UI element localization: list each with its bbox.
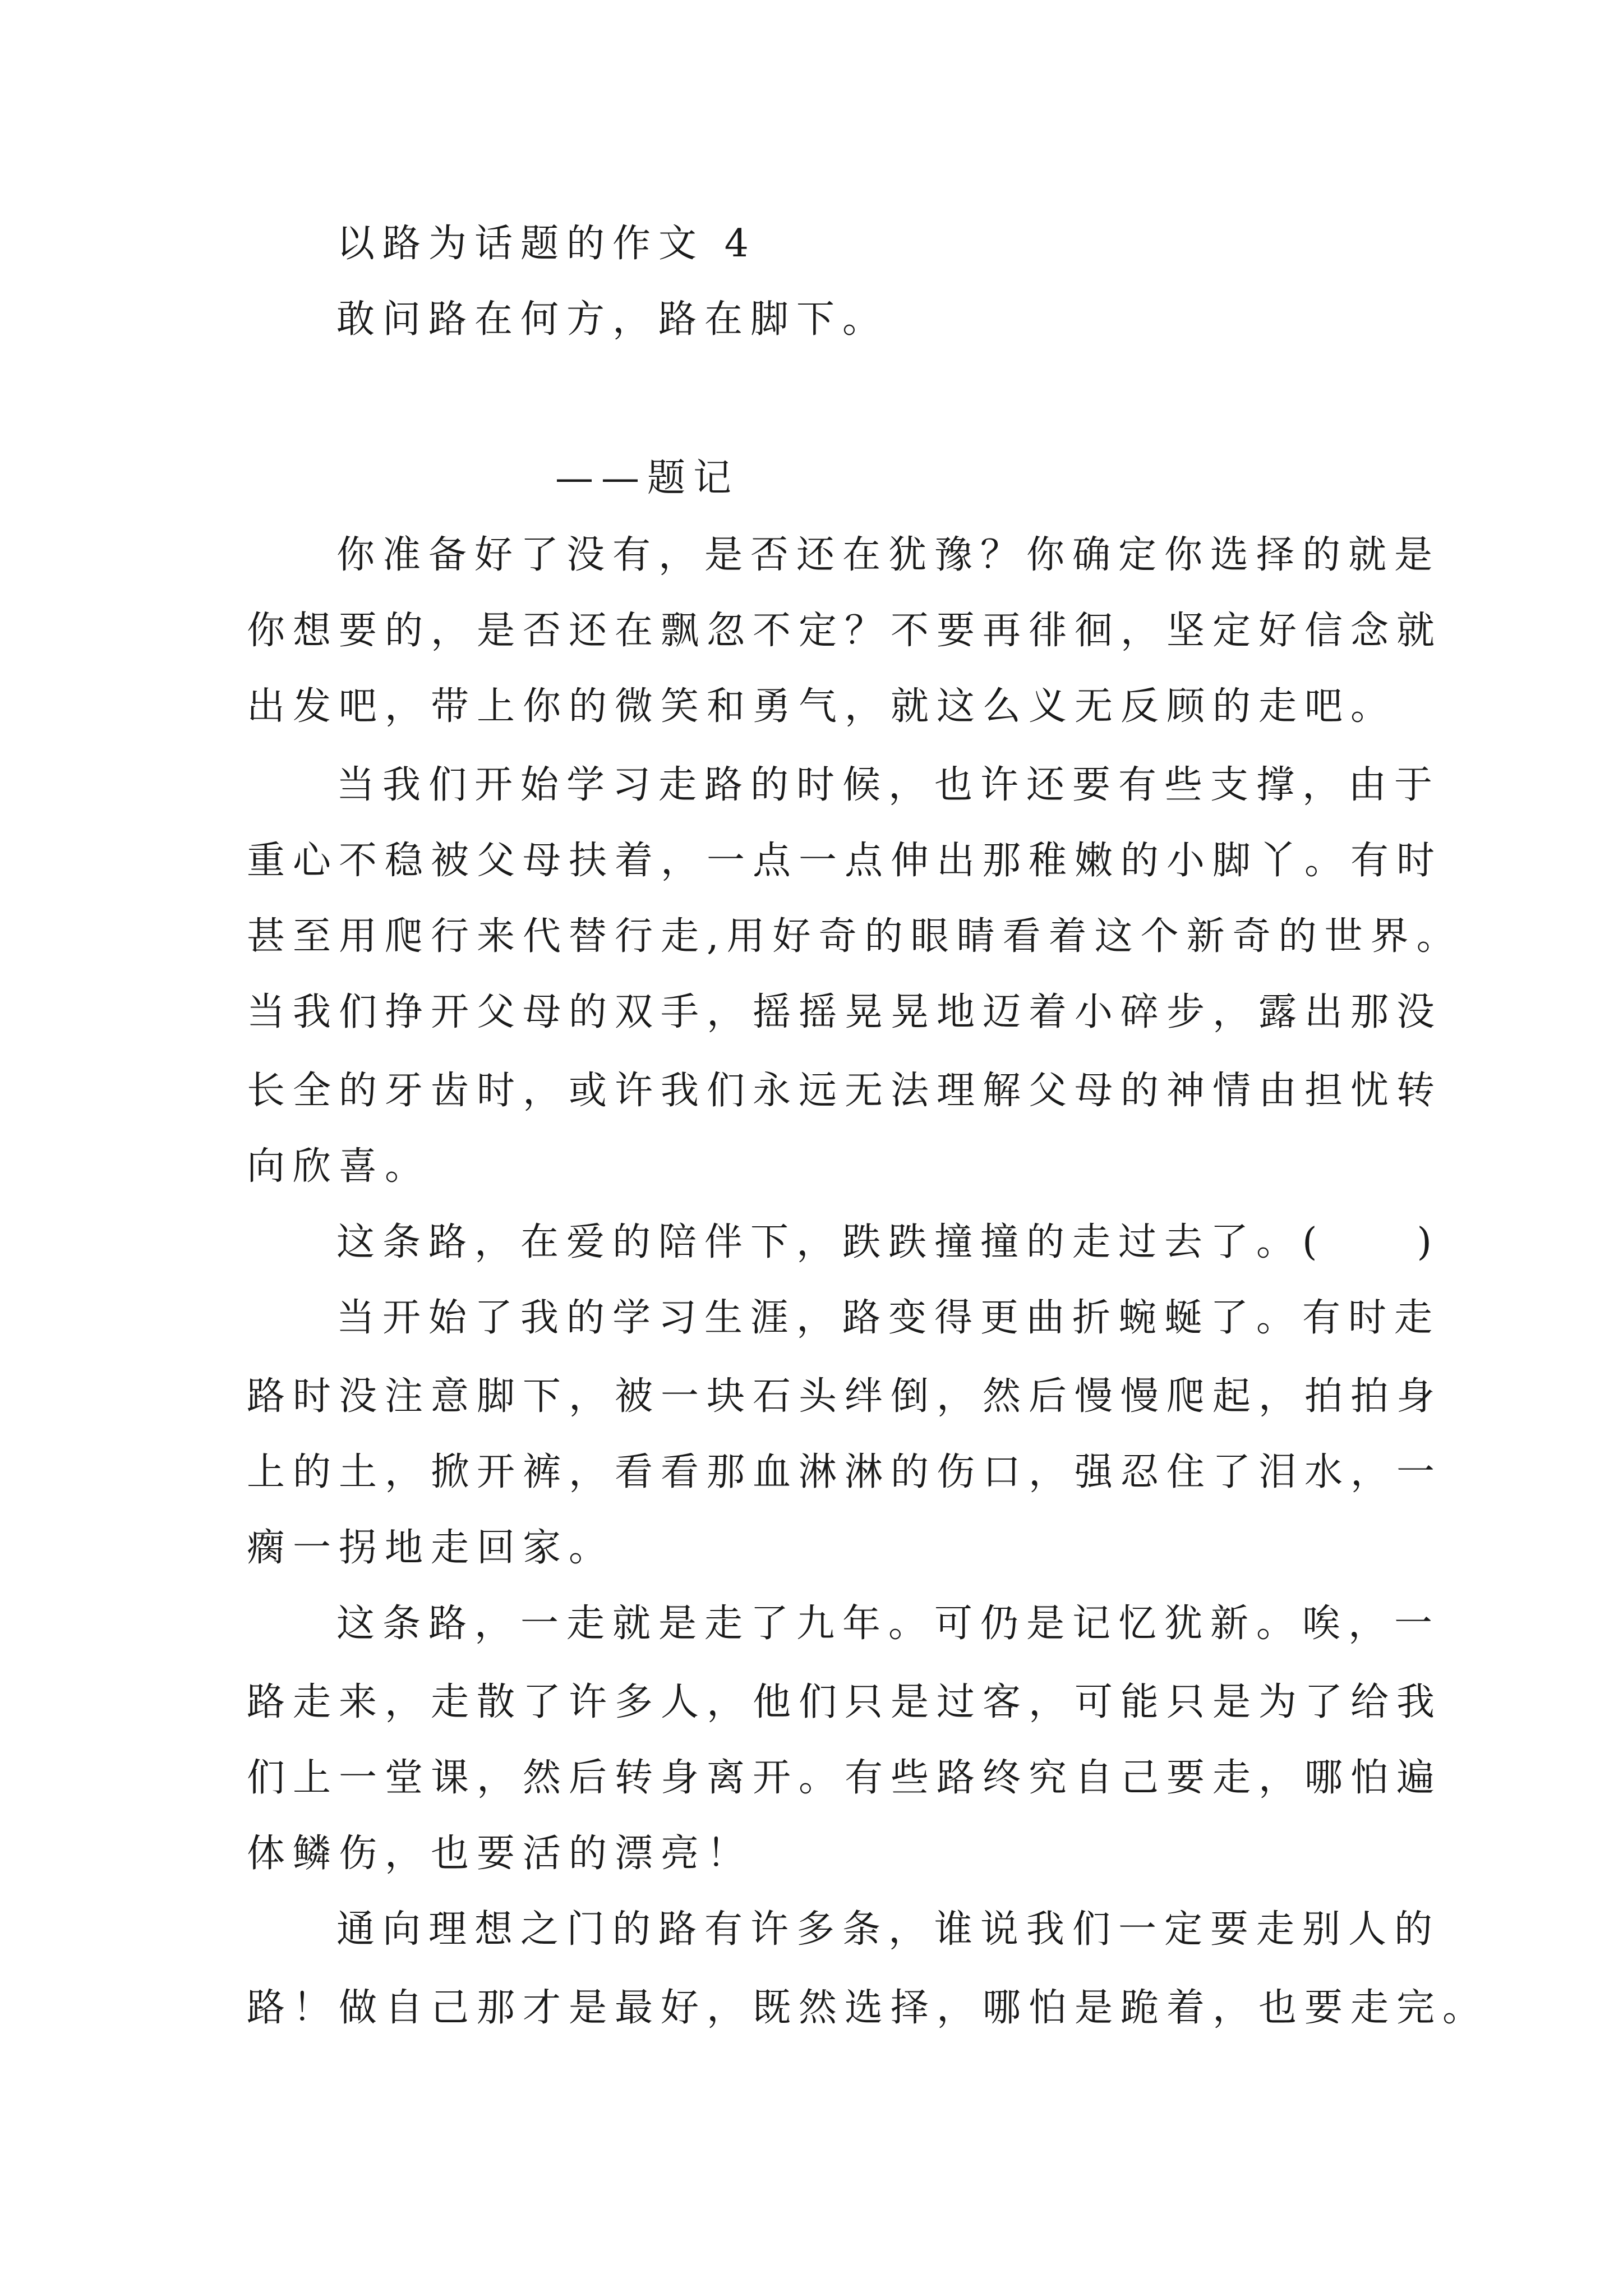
paragraph-line: 出发吧，带上你的微笑和勇气，就这么义无反顾的走吧。 — [247, 684, 1397, 729]
paragraph-line: 长全的牙齿时，或许我们永远无法理解父母的神情由担忧转 — [247, 1069, 1443, 1113]
paragraph-line: 你准备好了没有，是否还在犹豫？你确定你选择的就是 — [336, 533, 1441, 577]
paragraph-line: 这条路，在爱的陪伴下，跌跌撞撞的走过去了。( ) — [336, 1220, 1440, 1264]
paragraph-line: 你想要的，是否还在飘忽不定？不要再徘徊，坚定好信念就 — [247, 609, 1443, 653]
paragraph-line: 体鳞伤，也要活的漂亮！ — [247, 1832, 753, 1876]
paragraph-line: 甚至用爬行来代替行走,用好奇的眼睛看着这个新奇的世界。 — [247, 914, 1463, 959]
paragraph-line: 当开始了我的学习生涯，路变得更曲折蜿蜒了。有时走 — [336, 1296, 1441, 1340]
paragraph-line: 通向理想之门的路有许多条，谁说我们一定要走别人的 — [336, 1907, 1441, 1952]
paragraph-line: 路时没注意脚下，被一块石头绊倒，然后慢慢爬起，拍拍身 — [247, 1374, 1443, 1419]
document-title: 以路为话题的作文 4 — [336, 222, 757, 266]
paragraph-line: 们上一堂课，然后转身离开。有些路终究自己要走，哪怕遍 — [247, 1756, 1443, 1800]
paragraph-line: 上的土，掀开裤，看看那血淋淋的伤口，强忍住了泪水，一 — [247, 1450, 1443, 1494]
epigraph-attribution: ——题记 — [555, 456, 740, 500]
paragraph-line: 当我们开始学习走路的时候，也许还要有些支撑，由于 — [336, 763, 1441, 807]
paragraph-line: 路！做自己那才是最好，既然选择，哪怕是跪着，也要走完。 — [247, 1986, 1489, 2030]
paragraph-line: 路走来，走散了许多人，他们只是过客，可能只是为了给我 — [247, 1680, 1443, 1724]
paragraph-line: 当我们挣开父母的双手，摇摇晃晃地迈着小碎步，露出那没 — [247, 990, 1443, 1034]
paragraph-line: 重心不稳被父母扶着，一点一点伸出那稚嫩的小脚丫。有时 — [247, 839, 1443, 883]
paragraph-line: 瘸一拐地走回家。 — [247, 1526, 615, 1570]
epigraph: 敢问路在何方，路在脚下。 — [336, 297, 889, 342]
paragraph-line: 向欣喜。 — [247, 1144, 431, 1189]
paragraph-line: 这条路，一走就是走了九年。可仍是记忆犹新。唉，一 — [336, 1602, 1441, 1646]
